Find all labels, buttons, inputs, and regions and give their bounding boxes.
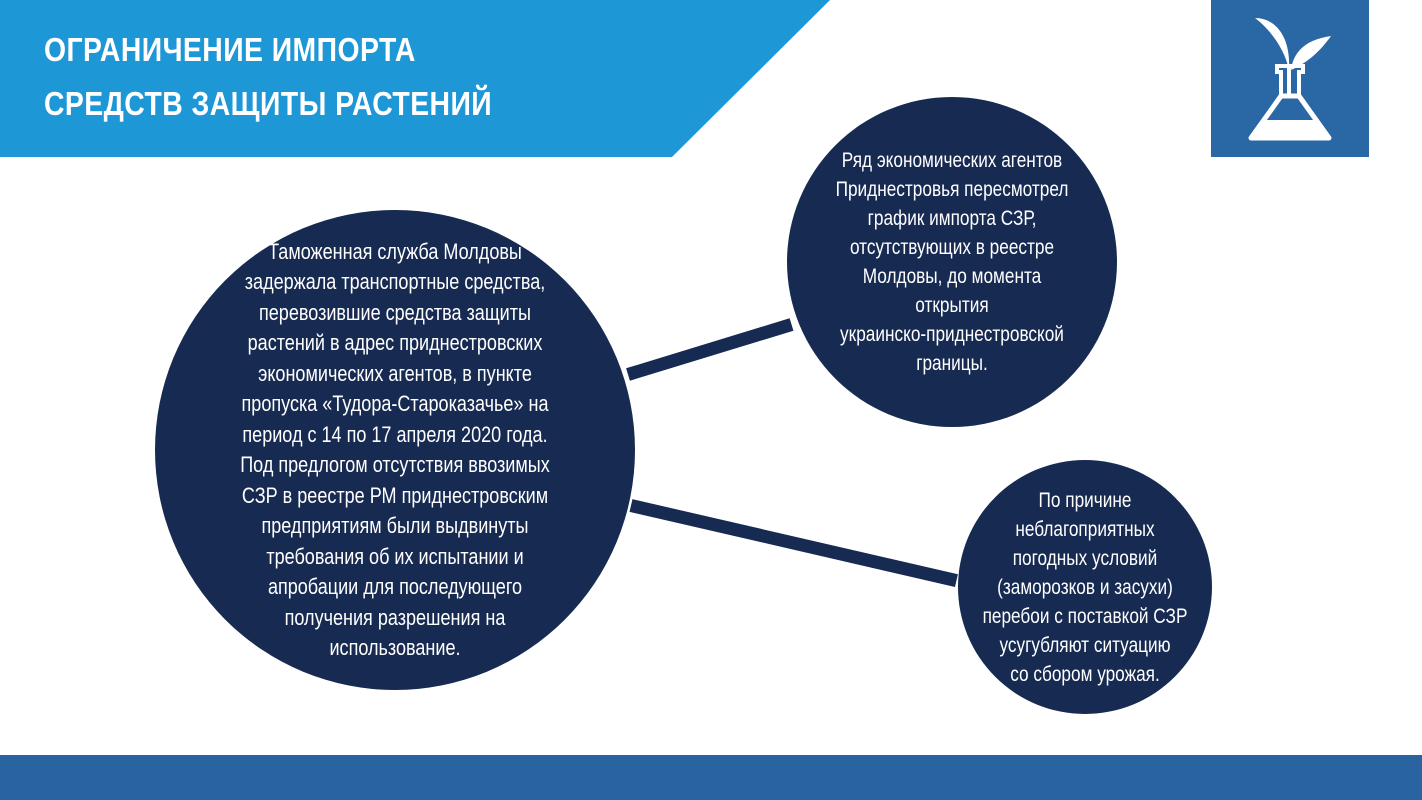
- connector-line-upper: [626, 318, 793, 380]
- page-title-line-2: СРЕДСТВ ЗАЩИТЫ РАСТЕНИЙ: [44, 85, 493, 122]
- page-title-line-1: ОГРАНИЧЕНИЕ ИМПОРТА: [44, 31, 416, 68]
- diagram-node-customs-detention: [155, 210, 635, 690]
- footer-bar: [0, 755, 1422, 800]
- diagram-node-text: По причине неблагоприятных погодных условий (заморозков и засухи) перебои с поставкой СЗР усугубляют ситуацию со сбором урожая.: [982, 488, 1188, 686]
- diagram-node-text: Ряд экономических агентов Приднестровья пересмотрел график импорта СЗР, отсутствующих в реестре Молдовы, до момента открытия украинско-приднестровской границы.: [835, 149, 1069, 375]
- connector-line-lower: [630, 499, 958, 587]
- diagram-node-text: Таможенная служба Молдовы задержала транспортные средства, перевозившие средства защиты растений в адрес приднестровских экономических агентов, в пункте пропуска «Тудора-Староказачье» на период с 14 по 17 апреля 2020 года. Под предлогом отсутствия ввозимых СЗР в реестре РМ приднестровским предприятиям были выдвинуты требования об их испытании и апробации для последующего получения разрешения на использование.: [240, 238, 550, 660]
- diagram-node-import-schedule: [787, 97, 1117, 427]
- diagram-node-weather-disruption: [958, 460, 1212, 714]
- flask-sprout-icon: [1211, 0, 1369, 157]
- header-band: [0, 0, 830, 157]
- logo: [1211, 0, 1369, 157]
